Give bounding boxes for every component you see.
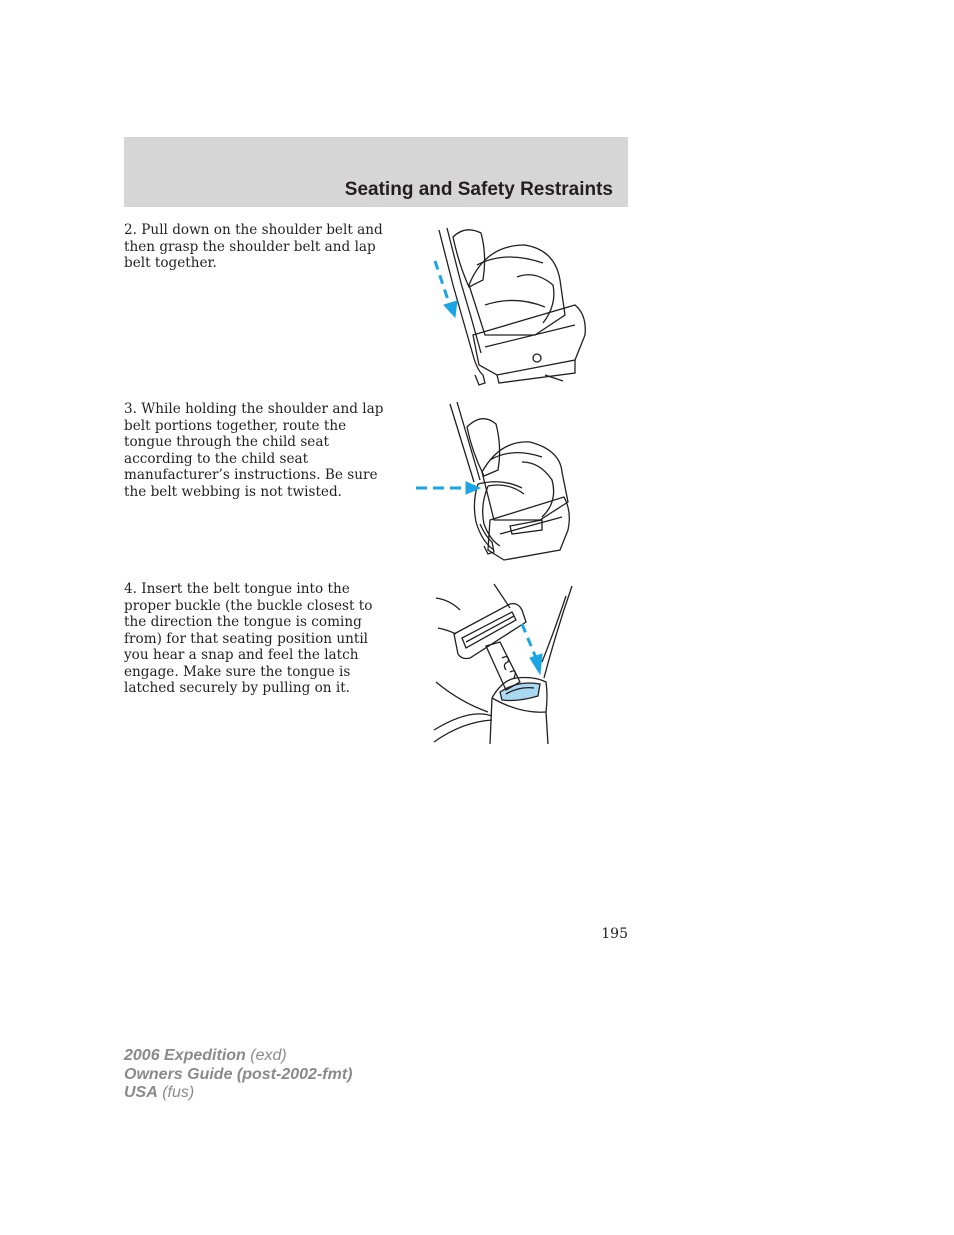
footer-market-code: (fus) <box>157 1084 195 1101</box>
insert-tongue-into-buckle-illustration <box>430 582 580 747</box>
footer-guide-name: Owners Guide (post-2002-fmt) <box>124 1065 353 1083</box>
page-number: 195 <box>601 926 628 942</box>
step-3-text: 3. While holding the shoulder and lap belt portions together, route the tongue through the child seat according to the child seat manufacturer’s instructions. Be sure the belt webbing is not twisted. <box>124 401 384 500</box>
route-tongue-illustration <box>412 402 577 570</box>
section-header-band <box>124 137 628 207</box>
footer-line-2 <box>124 1066 352 1085</box>
step-4-text: 4. Insert the belt tongue into the proper buckle (the buckle closest to the direction the tongue is coming from) for that seating position until you hear a snap and feel the latch engage. Make sure the tongue is latched securely by pulling on it. <box>124 581 373 696</box>
section-title: Seating and Safety Restraints <box>344 179 613 200</box>
document-footer <box>124 1047 352 1103</box>
footer-line-3 <box>124 1084 352 1103</box>
step-2-text: 2. Pull down on the shoulder belt and then grasp the shoulder belt and lap belt together. <box>124 222 383 271</box>
footer-line-1 <box>124 1047 352 1066</box>
pull-shoulder-belt-illustration <box>425 225 595 390</box>
footer-market: USA <box>124 1084 158 1101</box>
footer-model: 2006 Expedition <box>124 1047 246 1064</box>
footer-model-code: (exd) <box>245 1047 287 1064</box>
